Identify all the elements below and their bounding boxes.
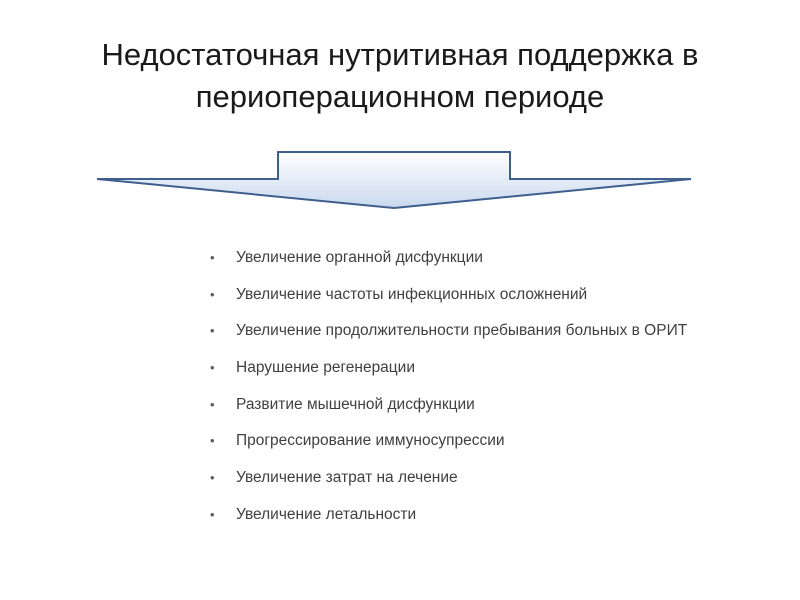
list-item-text: Нарушение регенерации — [236, 359, 415, 377]
bullet-icon: • — [210, 506, 215, 522]
bullet-icon: • — [210, 323, 215, 339]
list-item — [210, 431, 687, 451]
down-arrow-icon — [94, 150, 694, 212]
bullet-icon: • — [210, 470, 215, 486]
bullet-icon: • — [210, 360, 215, 376]
bullet-icon: • — [210, 396, 215, 412]
list-item — [210, 248, 687, 268]
list-item-text: Увеличение затрат на лечение — [236, 469, 458, 487]
list-item-text: Увеличение летальности — [236, 505, 417, 523]
list-item-text: Увеличение продолжительности пребывания больных в ОРИТ — [236, 322, 688, 340]
list-item — [210, 358, 687, 378]
slide-title-line-2: периоперационном периоде — [195, 79, 605, 114]
slide-title — [0, 34, 800, 118]
bullet-icon: • — [210, 433, 215, 449]
list-item-text: Прогрессирование иммуносупрессии — [236, 432, 505, 450]
list-item-text: Развитие мышечной дисфункции — [236, 395, 475, 413]
list-item — [210, 285, 687, 305]
bullet-icon: • — [210, 250, 215, 265]
list-item — [210, 321, 687, 341]
slide-title-line-1: Недостаточная нутритивная поддержка в — [101, 37, 699, 72]
list-item — [210, 505, 687, 525]
list-item — [210, 468, 687, 488]
consequences-list — [210, 248, 687, 542]
bullet-icon: • — [210, 286, 215, 302]
list-item-text: Увеличение частоты инфекционных осложнений — [236, 285, 588, 303]
list-item — [210, 395, 687, 415]
list-item-text: Увеличение органной дисфункции — [236, 249, 483, 266]
